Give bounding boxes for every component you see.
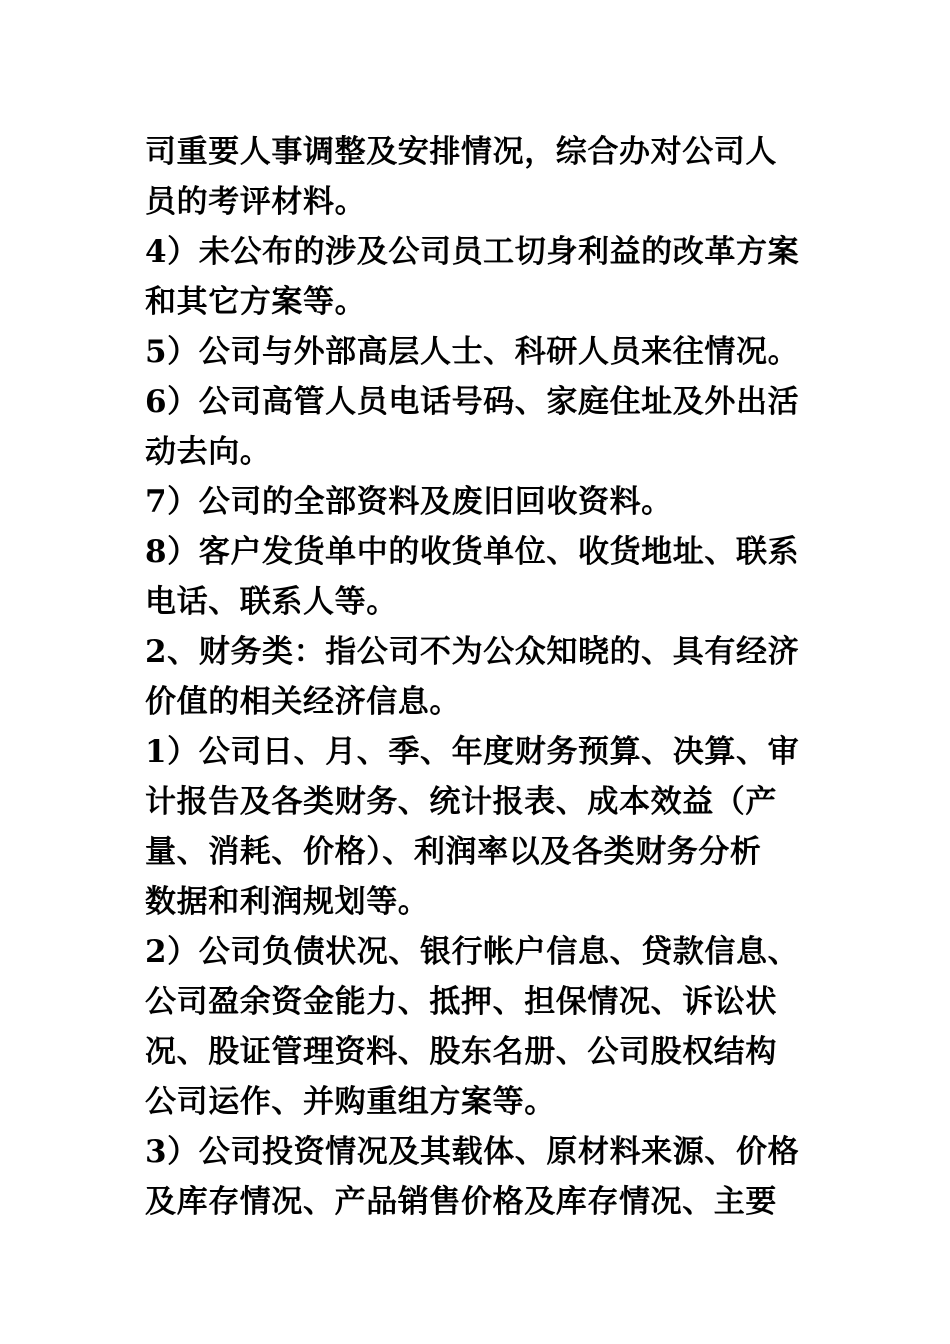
text-line: 量、消耗、价格）、利润率以及各类财务分析 bbox=[145, 834, 762, 870]
text-line: 司重要人事调整及安排情况，综合办对公司人 bbox=[145, 134, 777, 170]
text-line: 计报告及各类财务、统计报表、成本效益（产 bbox=[145, 784, 777, 820]
text-line: 电话、联系人等。 bbox=[145, 584, 398, 620]
text-line: 公司运作、并购重组方案等。 bbox=[145, 1084, 556, 1120]
text-line: 7）公司的全部资料及废旧回收资料。 bbox=[145, 484, 673, 520]
text-line: 6）公司高管人员电话号码、家庭住址及外出活 bbox=[145, 384, 800, 420]
text-line: 1）公司日、月、季、年度财务预算、决算、审 bbox=[145, 734, 800, 770]
text-line: 2）公司负债状况、银行帐户信息、贷款信息、 bbox=[145, 934, 800, 970]
text-line: 8）客户发货单中的收货单位、收货地址、联系 bbox=[145, 534, 800, 570]
text-line: 动去向。 bbox=[145, 434, 272, 470]
text-line: 5）公司与外部高层人士、科研人员来往情况。 bbox=[145, 334, 800, 370]
text-line: 况、股证管理资料、股东名册、公司股权结构 bbox=[145, 1034, 777, 1070]
text-line: 4）未公布的涉及公司员工切身利益的改革方案 bbox=[145, 234, 800, 270]
text-line: 及库存情况、产品销售价格及库存情况、主要 bbox=[145, 1184, 777, 1220]
text-line: 员的考评材料。 bbox=[145, 184, 367, 220]
document-body bbox=[145, 127, 815, 1227]
text-line: 价值的相关经济信息。 bbox=[145, 684, 461, 720]
text-line: 和其它方案等。 bbox=[145, 284, 367, 320]
text-line: 3）公司投资情况及其载体、原材料来源、价格 bbox=[145, 1134, 800, 1170]
text-line: 数据和利润规划等。 bbox=[145, 884, 430, 920]
text-line: 2、财务类：指公司不为公众知晓的、具有经济 bbox=[145, 634, 800, 670]
text-line: 公司盈余资金能力、抵押、担保情况、诉讼状 bbox=[145, 984, 777, 1020]
